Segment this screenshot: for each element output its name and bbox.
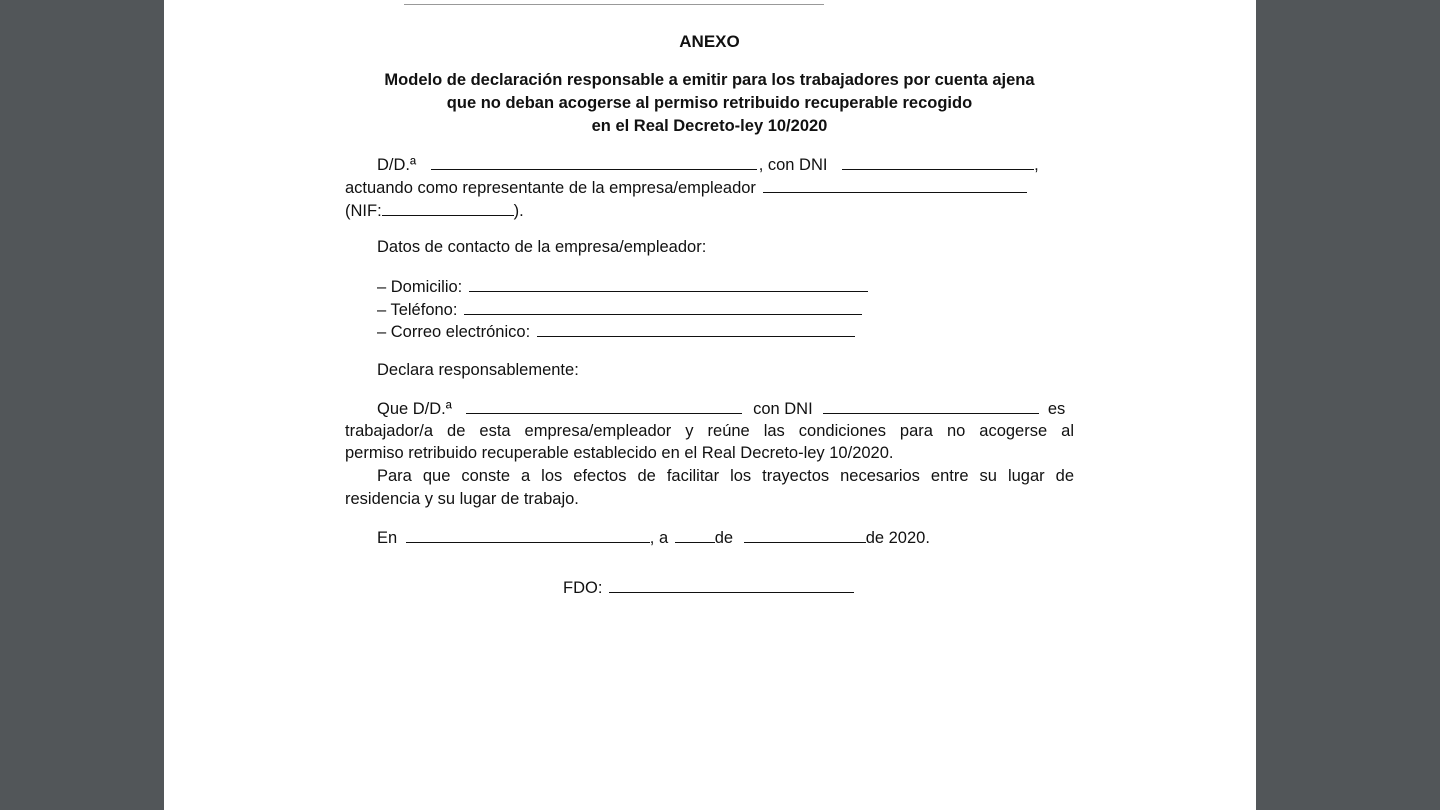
signature-row [563,577,854,598]
annex-title: ANEXO [679,32,740,51]
signature-field[interactable] [609,577,854,593]
worker-dni-field[interactable] [823,398,1039,414]
phone-field[interactable] [464,299,862,315]
declarant-line-1: D/D.ª , con DNI , [377,156,1039,174]
email-label: – Correo electrónico: [377,323,531,341]
representative-label: actuando como representante de la empresa/empleador [345,179,756,197]
month-field[interactable] [744,527,866,543]
place-date-row [377,527,930,548]
worker-dni-label: con DNI [753,400,813,418]
worker-line-1 [377,398,1065,419]
declarant-prefix: D/D.ª [377,156,417,174]
declarant-line-2 [345,177,1027,198]
signature-label: FDO: [563,579,603,597]
declares-heading: Declara responsablemente: [377,361,579,379]
declarant-dni-field[interactable] [842,154,1034,170]
place-field[interactable] [406,527,650,543]
worker-line-2: trabajador/a de esta empresa/empleador y reúne las condiciones para no acogerse al [345,422,1074,440]
phone-label: – Teléfono: [377,301,458,319]
company-name-field[interactable] [763,177,1027,193]
subtitle-line-1: Modelo de declaración responsable a emitir para los trabajadores por cuenta ajena [384,71,1035,89]
worker-name-field[interactable] [466,398,742,414]
worker-prefix: Que D/D.ª [377,400,452,418]
day-field[interactable] [675,527,715,543]
declarant-line-3 [345,200,524,221]
subtitle-line-2: que no deban acogerse al permiso retribuido recuperable recogido [446,94,973,112]
subtitle-line-3: en el Real Decreto-ley 10/2020 [591,117,828,135]
a-label: , a [649,529,669,547]
contact-address-row [377,276,868,297]
year-label: de 2020. [865,529,930,547]
document-content [345,0,1074,810]
contact-phone-row [377,299,862,320]
address-field[interactable] [469,276,868,292]
en-label: En [377,529,398,547]
contact-email-row [377,321,855,342]
nif-field[interactable] [382,200,514,216]
contact-heading: Datos de contacto de la empresa/empleador: [377,238,707,256]
purpose-line-1: Para que conste a los efectos de facilitar los trayectos necesarios entre su lugar de [377,467,1074,485]
de-label: de [714,529,734,547]
email-field[interactable] [537,321,855,337]
nif-close: ). [513,202,524,220]
worker-line-3: permiso retribuido recuperable establecido en el Real Decreto-ley 10/2020. [345,444,894,462]
nif-label: (NIF: [345,202,382,220]
worker-suffix: es [1047,400,1066,418]
address-label: – Domicilio: [377,278,463,296]
purpose-line-2: residencia y su lugar de trabajo. [345,490,579,508]
declarant-dni-label: , con DNI [758,156,828,174]
document-page [164,0,1256,810]
declarant-name-field[interactable] [431,154,757,170]
